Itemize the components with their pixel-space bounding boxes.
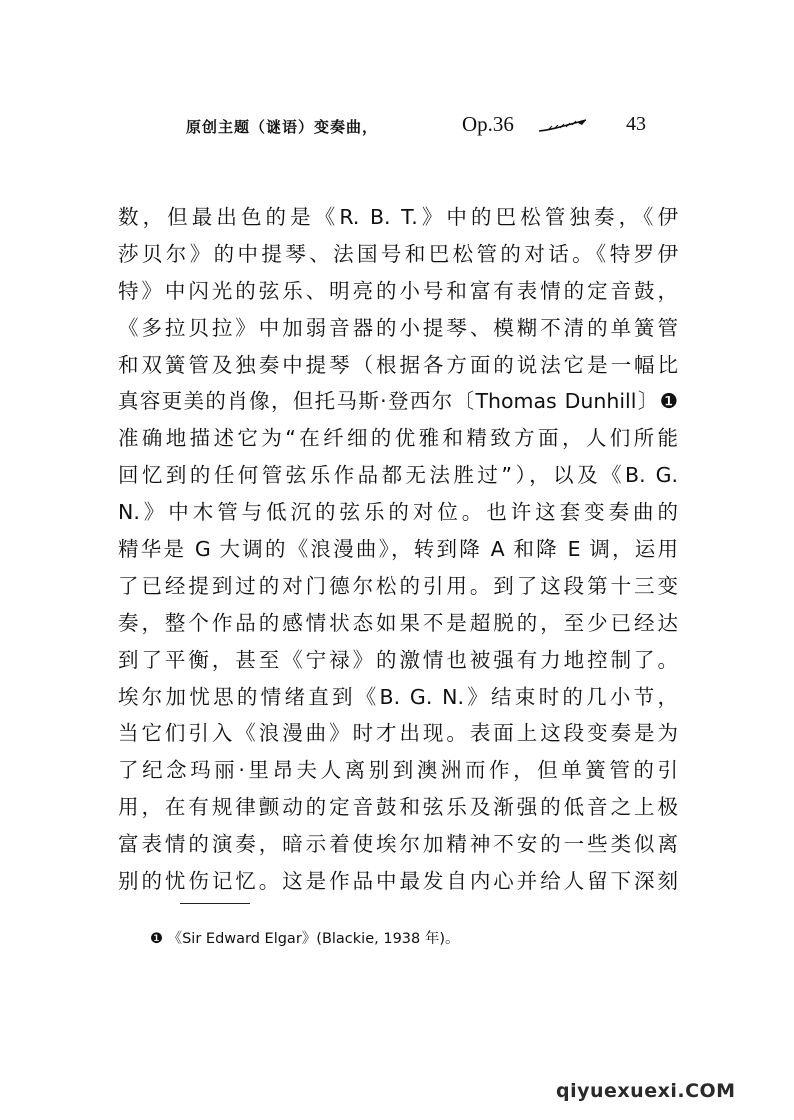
text-line: 数，但最出色的是《R. B. T.》中的巴松管独奏，《伊 bbox=[118, 205, 678, 229]
text-line: 回忆到的任何管弦乐作品都无法胜过”），以及《B. G. bbox=[118, 463, 678, 488]
text-line: 富表情的演奏，暗示着使埃尔加精神不安的一些类似离 bbox=[118, 832, 678, 857]
flourish-ornament-icon bbox=[538, 118, 588, 134]
text-line: N.》中木管与低沉的弦乐的对位。也许这套变奏曲的 bbox=[118, 500, 678, 525]
text-line: 真容更美的肖像，但托马斯·登西尔〔Thomas Dunhill〕❶ bbox=[118, 389, 678, 414]
text-line: 当它们引入《浪漫曲》时才出现。表面上这段变奏是为 bbox=[118, 721, 678, 746]
chapter-title: 原创主题（谜语）变奏曲， bbox=[186, 118, 379, 136]
text-line: 奏，整个作品的感情状态如果不是超脱的，至少已经达 bbox=[118, 610, 678, 635]
text-line: 用，在有规律颤动的定音鼓和弦乐及渐强的低音之上极 bbox=[118, 795, 678, 820]
text-line: 莎贝尔》的中提琴、法国号和巴松管的对话。《特罗伊 bbox=[118, 241, 678, 266]
site-watermark: qiyuexuexi.COM bbox=[556, 1080, 736, 1102]
text-line: 到了平衡，甚至《宁禄》的激情也被强有力地控制了。 bbox=[118, 647, 678, 672]
running-header bbox=[186, 112, 666, 142]
page-number: 43 bbox=[626, 113, 646, 135]
text-line: 别的忧伤记忆。这是作品中最发自内心并给人留下深刻 bbox=[118, 869, 678, 894]
text-line: 《多拉贝拉》中加弱音器的小提琴、模糊不清的单簧管 bbox=[118, 315, 678, 340]
body-text bbox=[118, 199, 678, 900]
text-line: 和双簧管及独奏中提琴（根据各方面的说法它是一幅比 bbox=[118, 352, 678, 377]
text-line: 特》中闪光的弦乐、明亮的小号和富有表情的定音鼓， bbox=[118, 278, 678, 303]
text-line: 准确地描述它为“在纤细的优雅和精致方面，人们所能 bbox=[118, 426, 678, 451]
text-line: 了纪念玛丽·里昂夫人离别到澳洲而作，但单簧管的引 bbox=[118, 758, 678, 783]
text-line: 了已经提到过的对门德尔松的引用。到了这段第十三变 bbox=[118, 573, 678, 598]
opus-number: Op.36 bbox=[462, 112, 514, 136]
footnote: ❶ 《Sir Edward Elgar》(Blackie, 1938 年)。 bbox=[150, 931, 460, 947]
text-line: 埃尔加忧思的情绪直到《B. G. N.》结束时的几小节， bbox=[118, 684, 678, 709]
text-line: 精华是 G 大调的《浪漫曲》，转到降 A 和降 E 调，运用 bbox=[118, 537, 678, 562]
footnote-divider bbox=[180, 903, 250, 904]
